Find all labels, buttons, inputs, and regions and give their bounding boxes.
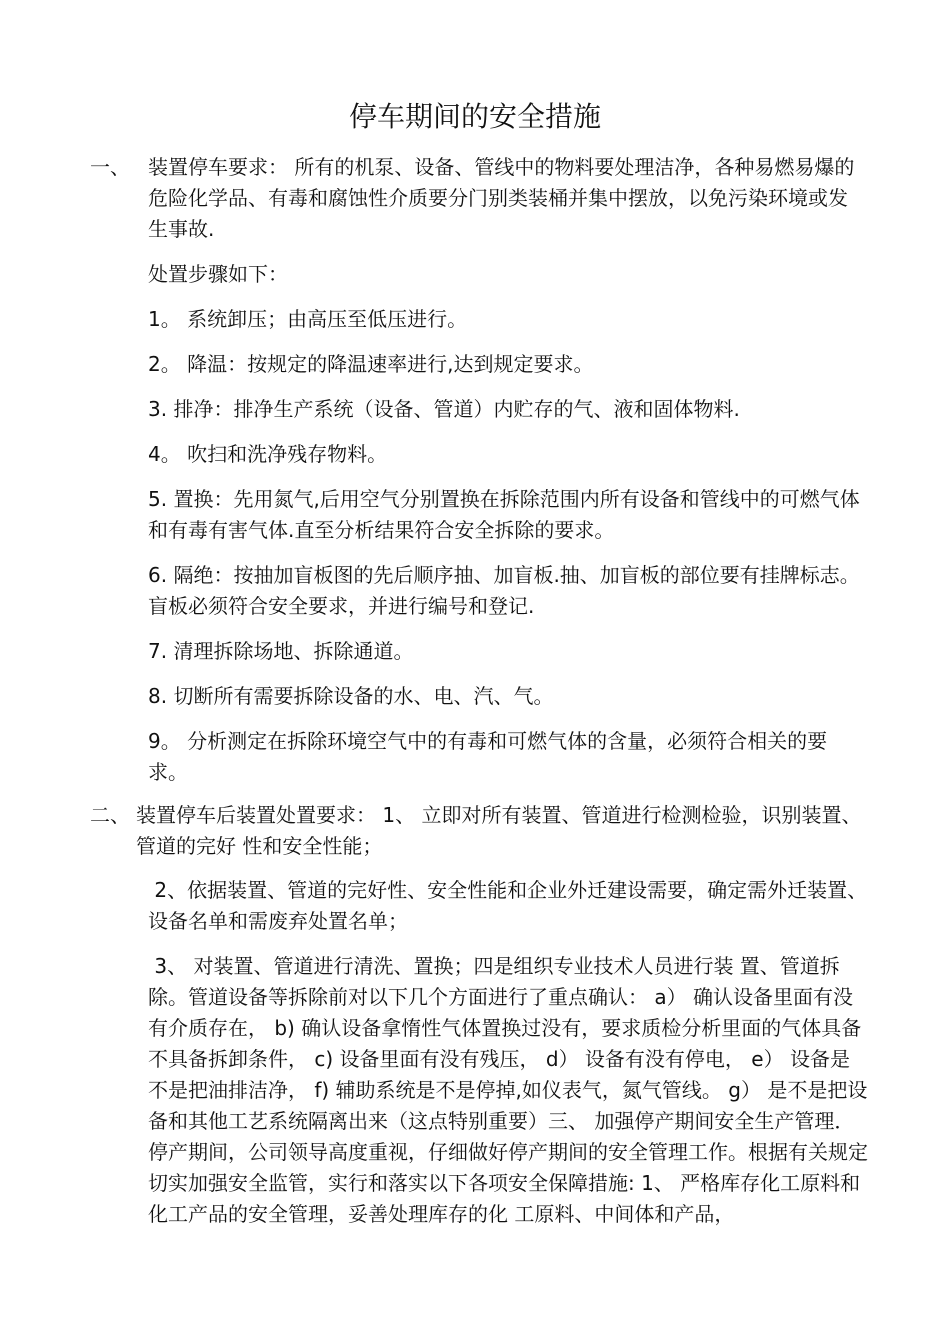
- step-item: 2。 降温：按规定的降温速率进行,达到规定要求。: [148, 352, 594, 376]
- section-2-marker: 二、: [90, 803, 130, 827]
- step-item: 9。 分析测定在拆除环境空气中的有毒和可燃气体的含量，必须符合相关的要求。: [148, 729, 828, 784]
- step-item: 3. 排净：排净生产系统（设备、管道）内贮存的气、液和固体物料.: [148, 397, 740, 421]
- step-item: 1。 系统卸压；由高压至低压进行。: [148, 307, 468, 331]
- step-item: 5. 置换：先用氮气,后用空气分别置换在拆除范围内所有设备和管线中的可燃气体和有毒有害气体.直至分析结果符合安全拆除的要求。: [148, 487, 860, 542]
- section-2-paragraphs: [148, 875, 868, 1244]
- section-1-intro: 装置停车要求： 所有的机泵、设备、管线中的物料要处理洁净，各种易燃易爆的危险化学品、有毒和腐蚀性介质要分门别类装桶并集中摆放，以免污染环境或发生事故.: [148, 155, 855, 241]
- step-item: 8. 切断所有需要拆除设备的水、电、汽、气。: [148, 684, 554, 708]
- step-item: 4。 吹扫和洗净残存物料。: [148, 442, 388, 466]
- section-2-paragraph: 3、 对装置、管道进行清洗、置换；四是组织专业技术人员进行装 置、管道拆除。管道设备等拆除前对以下几个方面进行了重点确认： a） 确认设备里面有没有介质存在， b) 确认设备拿惰性气体置换过没有，要求质检分析里面的气体具备不具备拆卸条件， c) 设备里面有没有残压， d） 设备有没有停电， e） 设备是不是把油排洁净， f) 辅助系统是不是停掉,如仪表气，氮气管线。 g） 是不是把设备和其他工艺系统隔离出来（这点特别重要）三、 加强停产期间安全生产管理．停产期间，公司领导高度重视，仔细做好停产期间的安全管理工作。根据有关规定切实加强安全监管，实行和落实以下各项安全保障措施: 1、 严格库存化工原料和化工产品的安全管理，妥善处理库存的化 工原料、中间体和产品，: [148, 954, 868, 1226]
- step-item: 6. 隔绝：按抽加盲板图的先后顺序抽、加盲板.抽、加盲板的部位要有挂牌标志。盲板必须符合安全要求，并进行编号和登记.: [148, 563, 860, 618]
- steps-heading: 处置步骤如下：: [148, 262, 288, 286]
- section-1: [148, 152, 863, 802]
- section-2-intro: 装置停车后装置处置要求： 1、 立即对所有装置、管道进行检测检验，识别装置、管道的完好 性和安全性能；: [136, 803, 862, 858]
- section-2: [136, 800, 866, 862]
- document-title: 停车期间的安全措施: [348, 100, 601, 133]
- section-2-paragraph: 2、依据装置、管道的完好性、安全性能和企业外迁建设需要，确定需外迁装置、设备名单和需废弃处置名单；: [148, 878, 868, 933]
- section-1-marker: 一、: [90, 155, 130, 179]
- step-item: 7. 清理拆除场地、拆除通道。: [148, 639, 414, 663]
